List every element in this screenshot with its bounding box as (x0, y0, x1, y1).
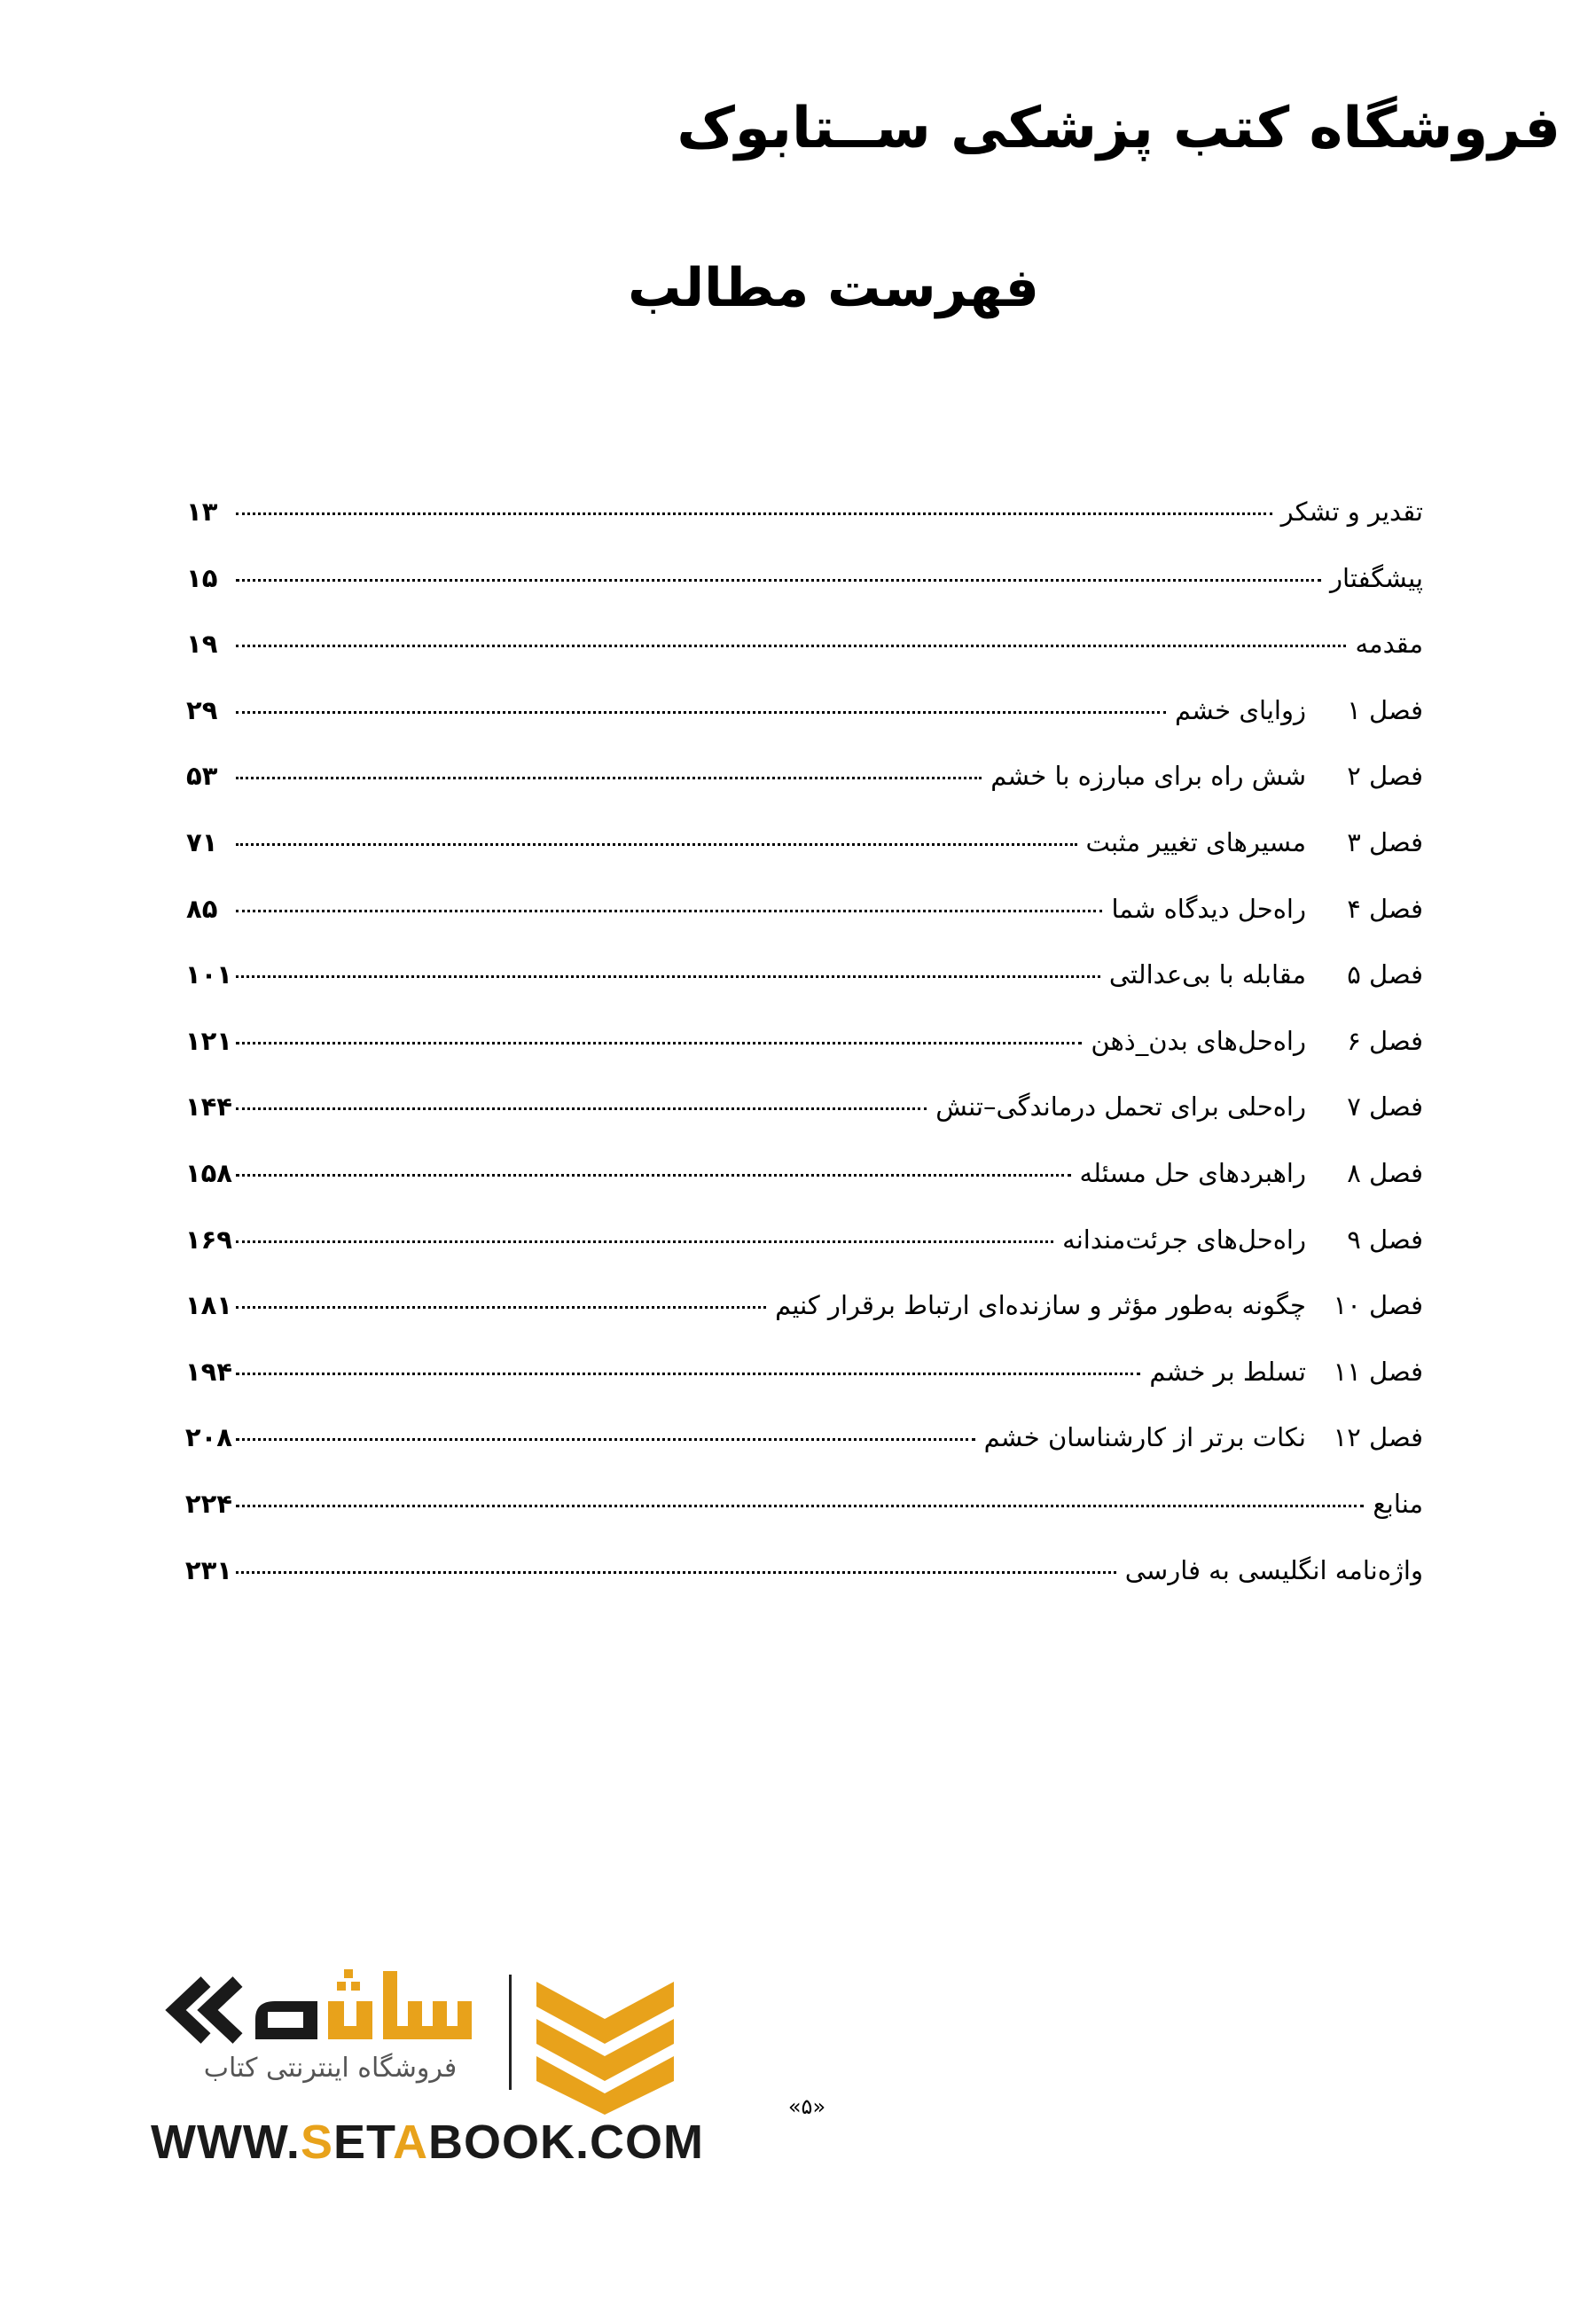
toc-page-number: ۸۵ (186, 893, 218, 924)
toc-dot-leader (236, 1240, 1053, 1243)
toc-entry (186, 1290, 1423, 1357)
toc-entry-title: مقدمه (1355, 629, 1423, 660)
toc-page-number: ۱۸۱ (184, 1290, 232, 1321)
toc-entry (186, 1555, 1423, 1622)
toc-dot-leader (236, 1174, 1071, 1177)
toc-chapter-label: فصل ۱۲ (1333, 1422, 1423, 1453)
toc-entry (186, 497, 1423, 563)
toc-dot-leader (236, 645, 1346, 647)
toc-entry-title: شش راه برای مبارزه با خشم (990, 761, 1306, 792)
store-title: فروشگاه کتب پزشکی ســتابوک (677, 96, 1561, 161)
toc-page-number: ۲۲۴ (184, 1488, 232, 1519)
toc-dot-leader (236, 975, 1100, 978)
toc-entry-title: مقابله با بی‌عدالتی (1108, 959, 1306, 990)
toc-dot-leader (236, 843, 1077, 846)
toc-dot-leader (236, 1571, 1116, 1574)
toc-page-number: ۱۰۱ (184, 959, 232, 990)
toc-dot-leader (236, 777, 982, 779)
toc-chapter-label: فصل ۱۱ (1333, 1356, 1423, 1387)
table-of-contents (186, 497, 1423, 1621)
setabook-logo-icon (528, 1964, 683, 2115)
toc-entry-title: راهبردهای حل مسئله (1079, 1157, 1306, 1188)
toc-entry (186, 761, 1423, 827)
toc-chapter-label: فصل ۶ (1347, 1025, 1423, 1056)
page-number: «۵» (787, 2094, 826, 2119)
toc-chapter-label: فصل ۸ (1347, 1157, 1423, 1188)
toc-entry-title: منابع (1373, 1488, 1423, 1519)
toc-dot-leader (236, 512, 1272, 515)
toc-page-number: ۱۵۸ (184, 1157, 232, 1188)
toc-dot-leader (236, 1306, 766, 1309)
toc-page-number: ۲۰۸ (184, 1422, 232, 1453)
toc-entry-title: راه‌حل‌های بدن_ذهن (1091, 1025, 1306, 1056)
toc-entry (186, 695, 1423, 762)
toc-entry (186, 894, 1423, 960)
toc-entry (186, 959, 1423, 1026)
toc-chapter-label: فصل ۹ (1347, 1224, 1423, 1255)
toc-chapter-label: فصل ۳ (1347, 826, 1423, 857)
toc-dot-leader (236, 1042, 1082, 1044)
toc-entry (186, 563, 1423, 630)
toc-entry-title: تقدیر و تشکر (1280, 497, 1423, 527)
toc-entry (186, 1026, 1423, 1092)
brand-url: WWW.SETABOOK.COM (151, 2116, 704, 2169)
toc-dot-leader (236, 579, 1321, 582)
toc-page-number: ۲۳۱ (184, 1554, 232, 1585)
toc-entry (186, 1489, 1423, 1555)
toc-page-number: ۱۳ (186, 497, 218, 527)
toc-entry (186, 1158, 1423, 1224)
toc-page-number: ۱۹۴ (184, 1356, 232, 1387)
toc-entry (186, 827, 1423, 894)
toc-dot-leader (236, 1505, 1364, 1507)
toc-dot-leader (236, 711, 1166, 714)
toc-dot-leader (236, 1438, 975, 1441)
toc-entry-title: واژه‌نامه انگلیسی به فارسی (1124, 1554, 1423, 1585)
toc-chapter-label: فصل ۲ (1347, 761, 1423, 792)
toc-entry-title: پیشگفتار (1330, 562, 1423, 593)
toc-entry-title: مسیرهای تغییر مثبت (1085, 826, 1306, 857)
toc-entry-title: راه‌حل دیدگاه شما (1111, 893, 1306, 924)
toc-chapter-label: فصل ۱ (1347, 694, 1423, 725)
toc-entry (186, 1357, 1423, 1423)
toc-dot-leader (236, 1373, 1140, 1375)
toc-entry (186, 1091, 1423, 1158)
toc-entry (186, 629, 1423, 695)
toc-page-number: ۱۶۹ (184, 1224, 232, 1255)
toc-page-number: ۷۱ (186, 826, 218, 857)
toc-dot-leader (236, 910, 1102, 912)
logo-divider (509, 1975, 512, 2090)
toc-entry-title: چگونه به‌طور مؤثر و سازنده‌ای ارتباط برقرار کنیم (775, 1290, 1306, 1321)
toc-entry (186, 1224, 1423, 1291)
toc-chapter-label: فصل ۴ (1347, 893, 1423, 924)
toc-entry-title: زوایای خشم (1175, 694, 1306, 725)
toc-page-number: ۱۹ (186, 629, 218, 660)
toc-page-number: ۱۵ (186, 562, 218, 593)
toc-page-number: ۱۲۱ (184, 1025, 232, 1056)
toc-chapter-label: فصل ۱۰ (1333, 1290, 1423, 1321)
toc-entry-title: راه‌حل‌های جرئت‌مندانه (1062, 1224, 1306, 1255)
toc-dot-leader (236, 1107, 927, 1110)
toc-chapter-label: فصل ۷ (1347, 1091, 1423, 1123)
toc-entry-title: تسلط بر خشم (1149, 1356, 1306, 1387)
setabook-logo (151, 1946, 704, 2186)
brand-tagline: فروشگاه اینترنتی کتاب (203, 2053, 458, 2084)
toc-title: فهرست مطالب (628, 257, 1039, 319)
setabook-wordmark (151, 1955, 505, 2057)
toc-chapter-label: فصل ۵ (1347, 959, 1423, 990)
toc-page-number: ۱۴۴ (184, 1091, 232, 1123)
toc-page-number: ۵۳ (186, 761, 218, 792)
toc-entry (186, 1422, 1423, 1489)
toc-page-number: ۲۹ (186, 694, 218, 725)
toc-entry-title: نکات برتر از کارشناسان خشم (983, 1422, 1306, 1453)
toc-entry-title: راه‌حلی برای تحمل درماندگی–تنش (935, 1091, 1306, 1123)
